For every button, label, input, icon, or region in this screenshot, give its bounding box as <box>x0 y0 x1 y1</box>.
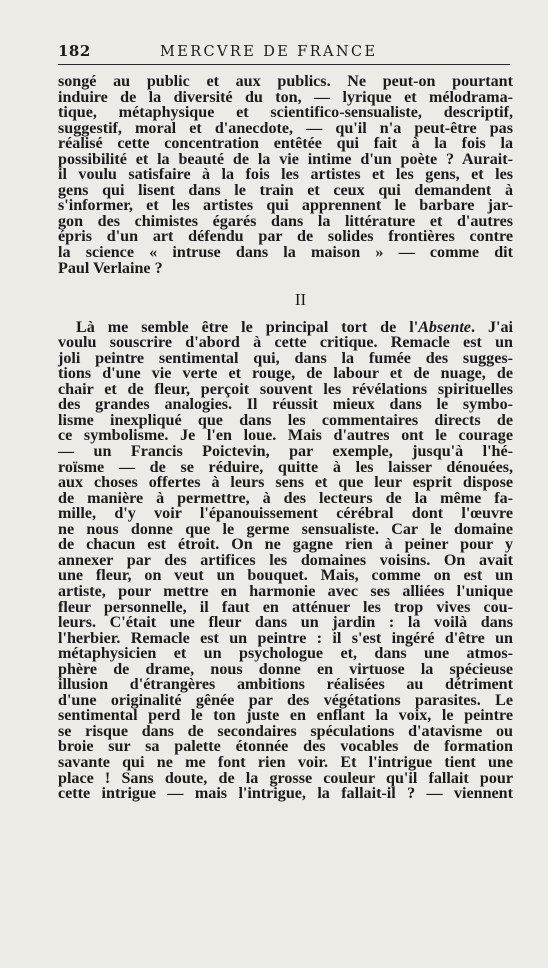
text-line: gon des chimistes égarés dans la littérature et d'autres <box>58 212 513 230</box>
text-line: roïsme — de se réduire, quitte à les laisser dénouées, <box>58 458 513 476</box>
text-line: des grandes analogies. Il réussit mieux dans le symbo- <box>58 396 513 414</box>
section-heading: II <box>294 290 307 310</box>
text-line: de manière à permettre, à des lecteurs de la même fa- <box>58 489 513 507</box>
text-line: annexer par des artifices les domaines voisins. On avait <box>58 551 513 569</box>
text-line: savante qui ne me font rien voir. Et l'intrigue tient une <box>58 753 513 771</box>
text-line: artiste, pour mettre en harmonie avec ses alliées l'unique <box>58 582 513 600</box>
text-line: voulu souscrire d'abord à cette critique. Remacle est un <box>58 334 513 352</box>
paragraph-section-two <box>58 320 513 802</box>
page-number: 182 <box>58 42 91 60</box>
text-line: la science « intruse dans la maison » — comme dit <box>58 244 513 262</box>
text-line: réalisé cette concentration entêtée qui fait à la fois la <box>58 135 513 153</box>
text-line: mille, d'y voir l'épanouissement cérébral dont l'œuvre <box>58 505 513 523</box>
running-title: MERCVRE DE FRANCE <box>160 44 378 60</box>
text-line: épris d'un art défendu par de solides frontières contre <box>58 228 513 246</box>
text-line: une fleur, on veut un bouquet. Mais, comme on est un <box>58 567 513 585</box>
text-line: fleur personnelle, il faut en atténuer les trop vives cou- <box>58 598 513 616</box>
text-line: phère de drame, nous donne en virtuose la spécieuse <box>58 660 513 678</box>
text-line: chair et de fleur, perçoit souvent les révélations spirituelles <box>58 380 513 398</box>
title-reference: Absente <box>418 318 471 336</box>
text-line: cette intrigue — mais l'intrigue, la fallait-il ? — viennent <box>58 785 513 803</box>
text-line: métaphysicien et un psychologue et, dans une atmos- <box>58 645 513 663</box>
text-line: de chacun est étroit. On ne gagne rien à peiner pour y <box>58 536 513 554</box>
text-line: gens qui lisent dans le train et ceux qui demandent à <box>58 181 513 199</box>
text-line: ce symbolisme. Je l'en loue. Mais d'autres ont le courage <box>58 427 513 445</box>
text-line: possibilité et la beauté de la vie intime d'un poète ? Aurait- <box>58 150 513 168</box>
text-line: l'herbier. Remacle est un peintre : il s'est ingéré d'être un <box>58 629 513 647</box>
text-line: illusion d'étrangères ambitions réalisées au détriment <box>58 676 513 694</box>
text-line: joli peintre sentimental qui, dans la fumée des sugges- <box>58 349 513 367</box>
text-line: lisme inexpliqué que dans les commentaires directs de <box>58 411 513 429</box>
text-line: leurs. C'était une fleur dans un jardin : la voilà dans <box>58 614 513 632</box>
text-line: tique, métaphysique et scientifico-sensualiste, descriptif, <box>58 104 513 122</box>
running-header <box>58 42 510 65</box>
body-text <box>58 74 513 802</box>
text-line: — un Francis Poictevin, par exemple, jusqu'à l'hé- <box>58 443 513 461</box>
text-line: d'une originalité gênée par des végétations parasites. Le <box>58 691 513 709</box>
text-line: il voulu satisfaire à la fois les artistes et les gens, et les <box>58 166 513 184</box>
text-line: sentimental perd le ton juste en enflant la voix, le peintre <box>58 707 513 725</box>
text-line: aux choses offertes à leurs sens et que leur esprit dispose <box>58 474 513 492</box>
text-line: ne nous donne que le germe sensualiste. Car le domaine <box>58 520 513 538</box>
text-line: s'informer, et les artistes qui apprennent le barbare jar- <box>58 197 513 215</box>
text-line: place ! Sans doute, de la grosse couleur qu'il fallait pour <box>58 769 513 787</box>
text-line: broie sur sa palette étonnée des vocables de formation <box>58 738 513 756</box>
text-line: se risque dans de secondaires spéculations d'atavisme ou <box>58 722 513 740</box>
text-line: songé au public et aux publics. Ne peut-on pourtant <box>58 73 513 90</box>
text-line: tions d'une vie verte et rouge, de labour et de nuage, de <box>58 365 513 383</box>
paragraph-continued <box>58 74 513 276</box>
text-line: suggestif, moral et d'anecdote, — qu'il n'a peut-être pas <box>58 119 513 137</box>
text-line: Paul Verlaine ? <box>58 259 163 277</box>
text-line: induire de la diversité du ton, — lyrique et mélodrama- <box>58 88 513 106</box>
text-line: Là me semble être le principal tort de l'Absente. J'ai <box>76 318 513 336</box>
